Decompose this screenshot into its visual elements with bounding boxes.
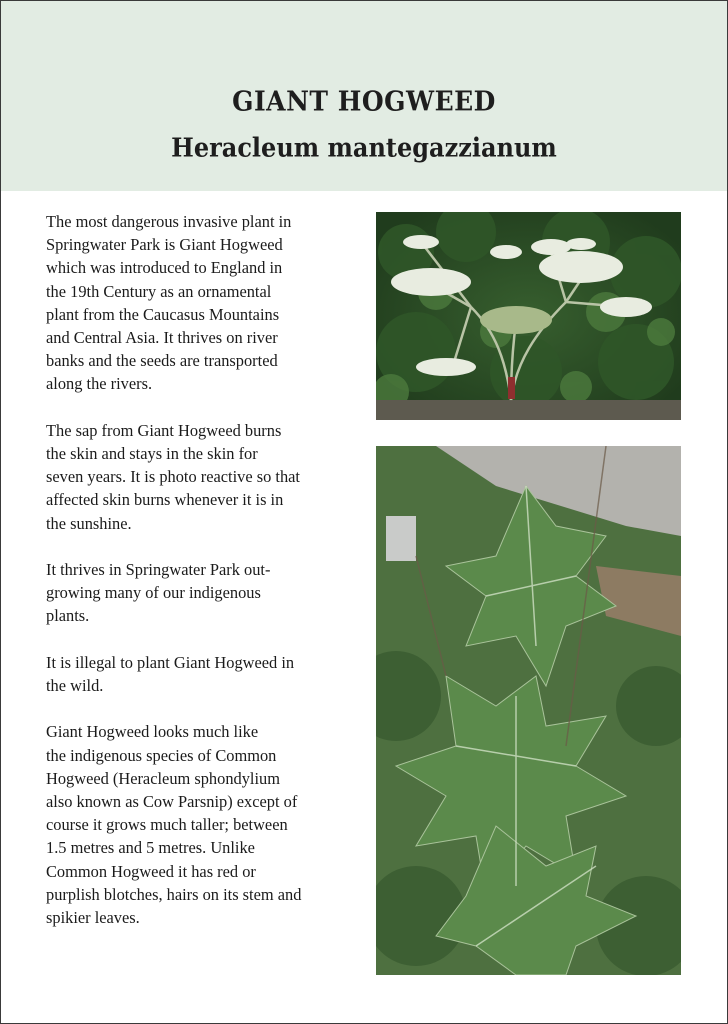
paragraph-sap [46, 419, 364, 535]
text-line: the skin and stays in the skin for [46, 444, 258, 464]
text-line: the wild. [46, 676, 104, 696]
text-line: purplish blotches, hairs on its stem and [46, 884, 302, 904]
text-line: It thrives in Springwater Park out- [46, 560, 271, 580]
text-line: It is illegal to plant Giant Hogweed in [46, 652, 295, 672]
text-line: affected skin burns whenever it is in [46, 490, 284, 510]
hogweed-leaves-photo [376, 446, 681, 975]
text-line: The most dangerous invasive plant in [46, 212, 292, 231]
hogweed-flowers-photo [376, 212, 681, 420]
text-line: Common Hogweed it has red or [46, 861, 256, 881]
page-title: GIANT HOGWEED [232, 85, 496, 118]
paragraph-introduction [46, 210, 364, 396]
text-line: along the rivers. [46, 374, 153, 394]
text-line: growing many of our indigenous [46, 583, 261, 603]
paragraph-thrives [46, 558, 364, 628]
text-line: and Central Asia. It thrives on river [46, 328, 278, 348]
text-line: seven years. It is photo reactive so that [46, 467, 300, 487]
header-banner [1, 1, 727, 191]
body-text [46, 210, 364, 952]
paragraph-comparison [46, 720, 364, 929]
text-line: plants. [46, 606, 90, 626]
paragraph-illegal [46, 651, 364, 697]
text-line: Hogweed (Heracleum sphondylium [46, 768, 280, 788]
text-line: the 19th Century as an ornamental [46, 281, 272, 301]
text-line: which was introduced to England in [46, 258, 283, 278]
text-line: spikier leaves. [46, 908, 140, 928]
text-line: the indigenous species of Common [46, 745, 277, 765]
text-line: Giant Hogweed looks much like [46, 722, 259, 742]
text-line: banks and the seeds are transported [46, 351, 278, 371]
text-line: The sap from Giant Hogweed burns [46, 420, 282, 440]
text-line: the sunshine. [46, 513, 132, 533]
text-line: Springwater Park is Giant Hogweed [46, 235, 283, 255]
text-line: 1.5 metres and 5 metres. Unlike [46, 838, 255, 858]
text-line: course it grows much taller; between [46, 815, 288, 835]
text-line: also known as Cow Parsnip) except of [46, 792, 298, 812]
page-subtitle: Heracleum mantegazzianum [171, 131, 557, 164]
text-line: plant from the Caucasus Mountains [46, 304, 280, 324]
